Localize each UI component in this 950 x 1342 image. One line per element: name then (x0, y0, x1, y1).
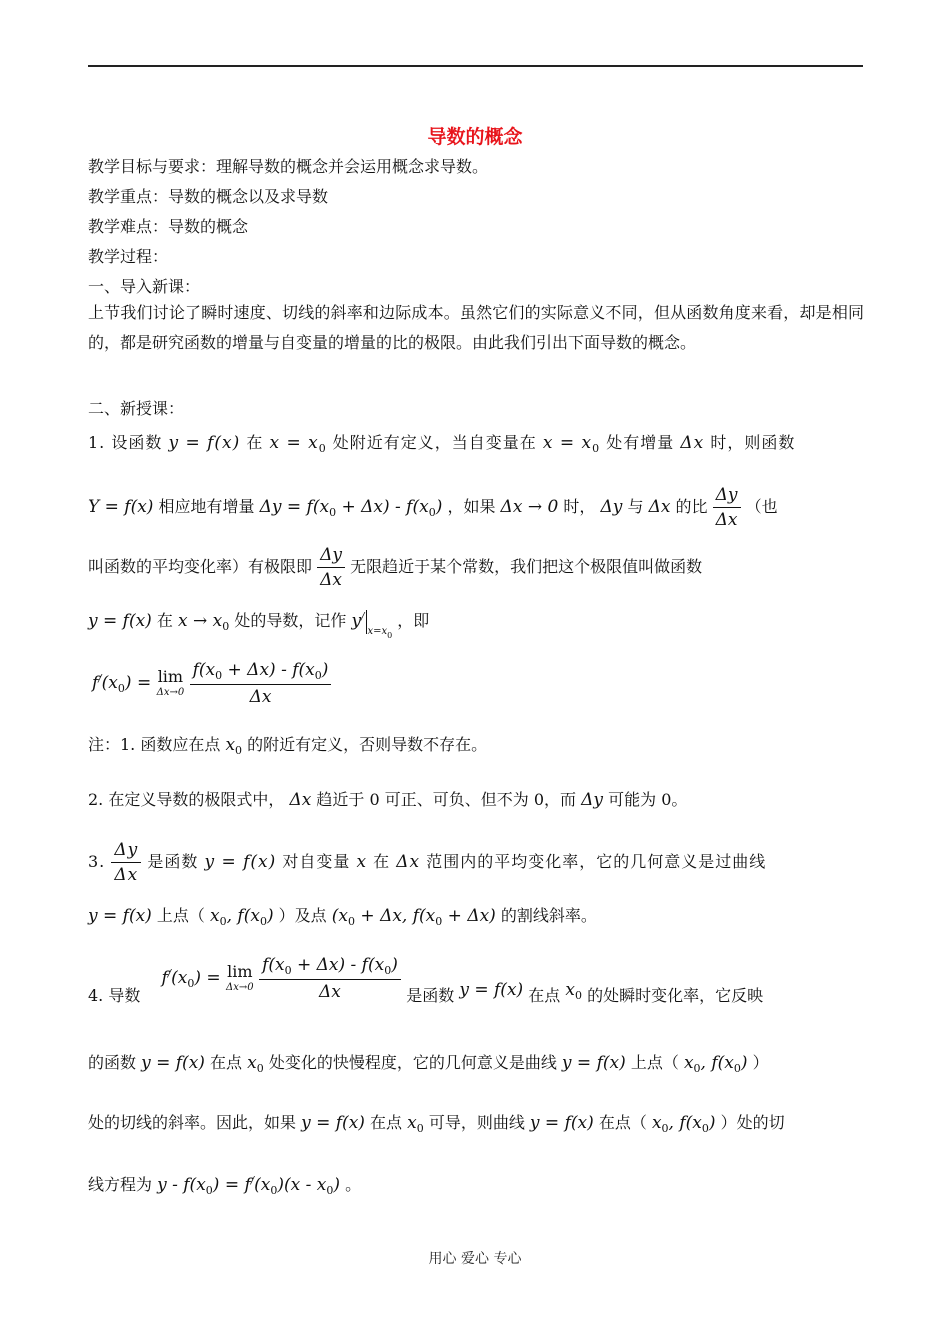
text: 2. 在定义导数的极限式中， (88, 790, 285, 809)
formula-y-fx: y = f(x) (88, 906, 152, 926)
formula-x0: $x_0$ (565, 980, 582, 1002)
formula-x0: $x_0$ (407, 1113, 424, 1135)
formula-y-fx: y = f(x) (301, 1113, 365, 1133)
formula-y-fx: y = f(x) (204, 852, 277, 872)
formula-x0: $x_0$ (225, 735, 243, 757)
text: 对自变量 (282, 852, 351, 871)
note-3-line-2 (88, 903, 597, 928)
formula-dx: Δx (396, 852, 421, 872)
text: 处变化的快慢程度，它的几何意义是曲线 (268, 1053, 557, 1072)
formula-point-x0: $x_0$, $f(x_0)$ (683, 1053, 748, 1075)
formula-dy: Δy (581, 790, 604, 810)
text: 处附近有定义，当自变量在 (332, 433, 537, 452)
formula-x: x (356, 852, 368, 872)
definition-line-3 (88, 545, 702, 590)
text: 时， (563, 497, 596, 516)
text: 是函数 (406, 986, 455, 1005)
derivative-definition-formula: $f^/(x_0)$ = lim Δx→0 $\frac{f(x_0 + \Delta x) - f(x_0)}{\Delta x}$ (92, 660, 331, 707)
text: 时，则函数 (710, 433, 796, 452)
formula-delta-y: $\Delta y = f(x_0 + \Delta x) - f(x_0)$ (259, 497, 443, 519)
text: （也 (745, 497, 778, 516)
note-4-line-1 (88, 955, 763, 1006)
formula-y-fx: y = f(x) (459, 980, 524, 1000)
text: 趋近于 0 可正、可负、但不为 0，而 (316, 790, 577, 809)
text: 在点 (210, 1053, 243, 1072)
note-3-line-1 (88, 840, 766, 885)
difficulties: 教学难点：导数的概念 (88, 217, 249, 236)
text: 相应地有增量 (158, 497, 255, 516)
formula-x0: $x_0$ (247, 1053, 264, 1075)
text: 范围内的平均变化率，它的几何意义是过曲线 (426, 852, 767, 871)
text: 在点 (528, 986, 561, 1005)
text: ）及点 (278, 906, 327, 925)
text: 处的切线的斜率。因此，如果 (88, 1113, 297, 1132)
formula-point-x0: $x_0$, $f(x_0)$ (210, 906, 274, 928)
formula-x-to-x0: $x \to x_0$ (178, 611, 230, 633)
text: 与 (627, 497, 644, 516)
text: 的函数 (88, 1053, 137, 1072)
text: 4. 导数 (88, 986, 141, 1005)
formula-dy: Δy (600, 497, 623, 517)
formula-dx-to-0: Δx → 0 (500, 497, 559, 517)
formula-dx: Δx (648, 497, 671, 517)
fraction-dy-dx: $\frac{\Delta y}{\Delta x}$ (317, 545, 345, 590)
text: 的比 (675, 497, 708, 516)
text: 叫函数的平均变化率）有极限即 (88, 557, 313, 576)
text: 1. 设函数 (88, 433, 163, 452)
section-2-heading: 二、新授课： (88, 399, 185, 418)
text: 处的导数，记作 (234, 611, 347, 630)
formula-tangent-line: $y - f(x_0) = f^/(x_0)(x - x_0)$ (157, 1175, 341, 1197)
text: 上点（ (630, 1053, 679, 1072)
text: ，即 (397, 611, 430, 630)
text: 3. (88, 852, 106, 871)
formula-x-x0: $x = x_0$ (269, 433, 327, 455)
text: 在 (246, 433, 264, 452)
note-4-line-3 (88, 1110, 785, 1135)
intro-paragraph: 上节我们讨论了瞬时速度、切线的斜率和边际成本。虽然它们的实际意义不同，但从函数角度来看，却是相同的，都是研究函数的增量与自变量的增量的比的极限。由此我们引出下面导数的概念。 (88, 303, 864, 352)
formula-y-fx: y = f(x) (529, 1113, 594, 1133)
formula-y-fx: y = f(x) (88, 611, 152, 631)
formula-delta-x: Δx (680, 433, 705, 453)
formula-x-x0: $x = x_0$ (542, 433, 601, 455)
formula-y-fx: y = f(x) (561, 1053, 626, 1073)
note-2 (88, 787, 687, 810)
teaching-goals: 教学目标与要求：理解导数的概念并会运用概念求导数。 (88, 157, 489, 176)
text: 上点（ (156, 906, 205, 925)
key-points: 教学重点：导数的概念以及求导数 (88, 187, 329, 206)
text: 。 (345, 1175, 362, 1194)
note-1 (88, 732, 487, 757)
formula-Y-fx: Y = f(x) (88, 497, 154, 517)
fraction-dy-dx: $\frac{\Delta y}{\Delta x}$ (713, 485, 741, 530)
page-footer: 用心 爱心 专心 (428, 1251, 522, 1267)
formula-point-x0: $x_0$, $f(x_0)$ (651, 1113, 716, 1135)
text: 的处瞬时变化率，它反映 (587, 986, 764, 1005)
formula-y-fx: y = f(x) (168, 433, 241, 453)
text: 无限趋近于某个常数，我们把这个极限值叫做函数 (350, 557, 703, 576)
text: 的附近有定义，否则导数不存在。 (247, 735, 488, 754)
text: 可导，则曲线 (428, 1113, 525, 1132)
text: 在点（ (598, 1113, 647, 1132)
definition-line-2 (88, 485, 778, 530)
formula-y-fx: y = f(x) (141, 1053, 205, 1073)
text: 线方程为 (88, 1175, 153, 1194)
formula-point-x0-dx: ($x_0 + \Delta x$, $f(x_0 + \Delta x)$ (331, 906, 496, 928)
text: 可能为 0。 (608, 790, 688, 809)
note-4-line-4 (88, 1172, 361, 1197)
text: 在点 (370, 1113, 403, 1132)
definition-line-4 (88, 608, 429, 640)
formula-y-prime-at-x0: $y^/_{x=x_0}$ (351, 611, 393, 640)
formula-dx: Δx (289, 790, 312, 810)
text: 注：1. 函数应在点 (88, 735, 221, 754)
definition-line-1 (88, 430, 795, 455)
text: 的割线斜率。 (500, 906, 597, 925)
text: ） (752, 1053, 769, 1072)
section-1-heading: 一、导入新课： (88, 277, 201, 296)
formula-derivative-definition: $f^/(x_0)$ = lim Δx→0 $\frac{f(x_0 + \Delta x) - f(x_0)}{\Delta x}$ (161, 968, 406, 988)
text: 在 (373, 852, 391, 871)
text: 处有增量 (606, 433, 675, 452)
header-rule (88, 65, 863, 67)
text: 在 (156, 611, 173, 630)
note-4-line-2 (88, 1050, 769, 1075)
text: ）处的切 (720, 1113, 785, 1132)
text: ，如果 (447, 497, 496, 516)
text: 是函数 (147, 852, 199, 871)
process-heading: 教学过程： (88, 247, 169, 266)
page-title: 导数的概念 (427, 126, 523, 148)
fraction-dy-dx: $\frac{\Delta y}{\Delta x}$ (111, 840, 141, 885)
